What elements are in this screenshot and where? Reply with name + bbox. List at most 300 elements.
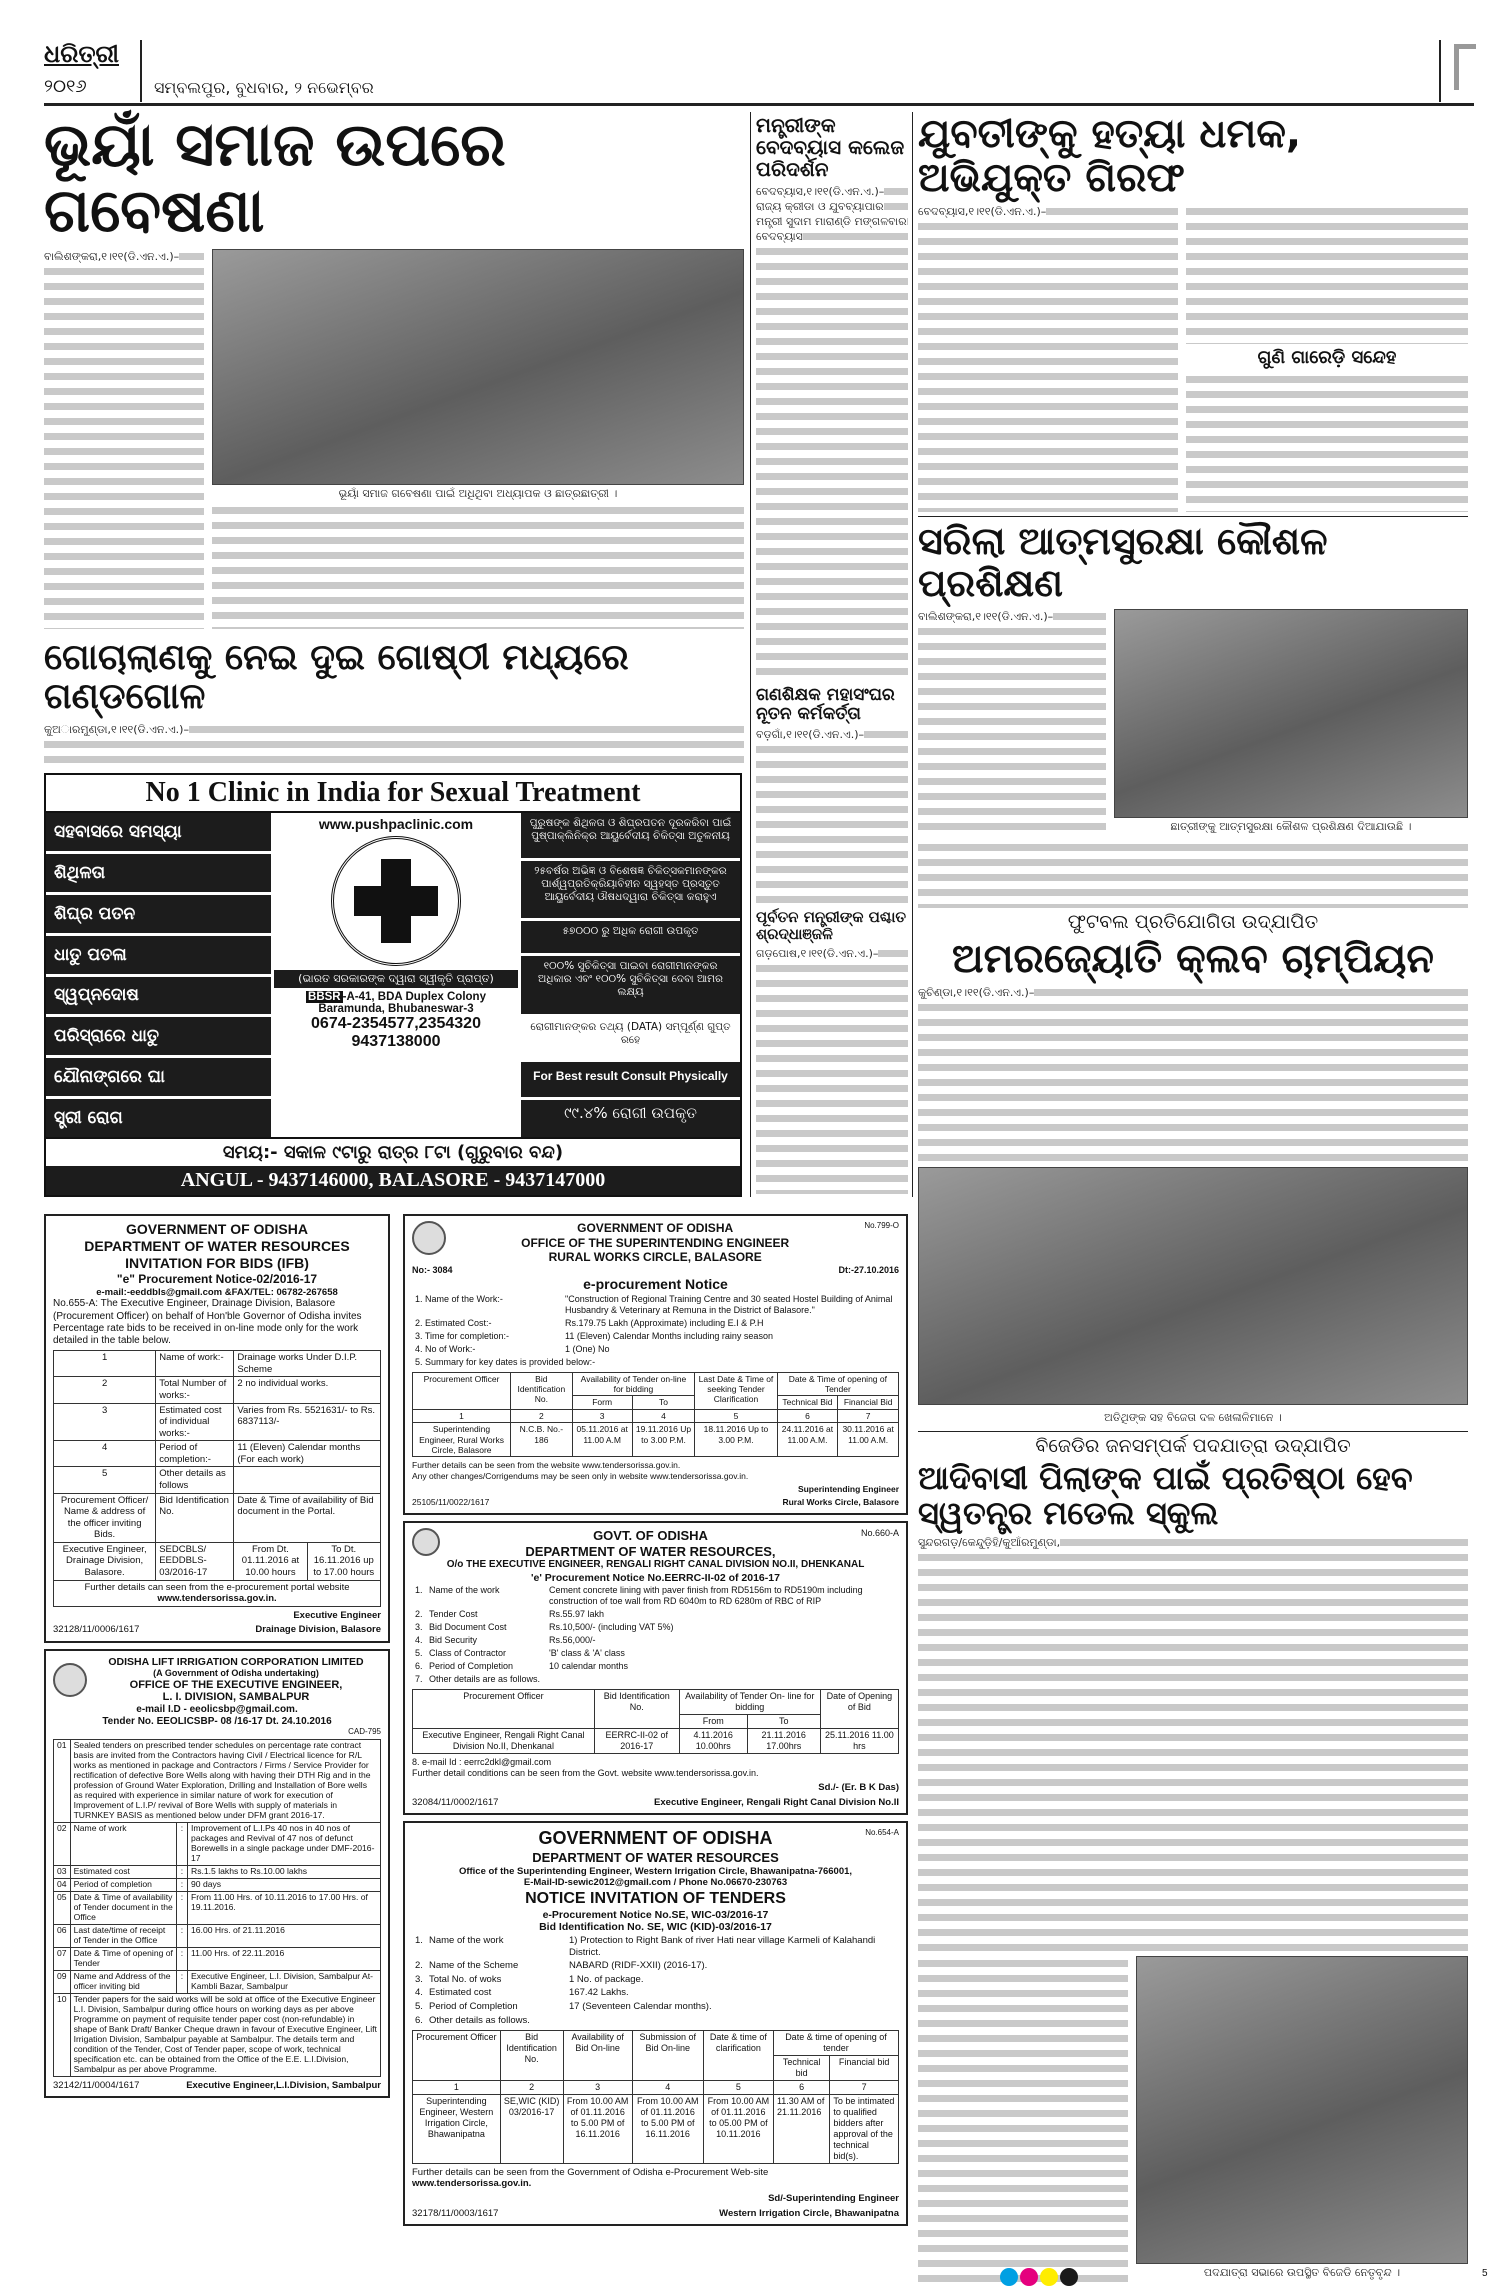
ad-code: CAD-795 <box>348 1727 381 1737</box>
story2-headline: ଗୋଚାଲାଣକୁ ନେଇ ଦୁଇ ଗୋଷ୍ଠୀ ମଧ୍ୟରେ ଗଣ୍ଡଗୋଳ <box>44 638 744 717</box>
cell: From 10.00 AM of 01.11.2016 to 5.00 PM of 16.11.2016 <box>632 2095 703 2164</box>
clinic-problem: ସ୍ତ୍ରୀ ରୋଗ <box>46 1099 271 1137</box>
story6-subhead: ଗୁଣି ଗାରେଡ଼ି ସନ୍ଦେହ <box>1186 348 1468 368</box>
ad-title: NOTICE INVITATION OF TENDERS <box>525 1890 786 1908</box>
cell: 4 <box>54 1441 156 1467</box>
ad-heading: OFFICE OF THE SUPERINTENDING ENGINEER <box>521 1235 790 1250</box>
cell: Rs.56,000/- <box>549 1635 596 1646</box>
ad-email: e-mail I.D - eeolicsbp@gmail.com. <box>136 1704 298 1716</box>
ad-notice: e-Procurement Notice No.SE, WIC-03/2016-17 <box>542 1908 769 1921</box>
cell: 01 <box>54 1740 71 1823</box>
story7-photo <box>1114 609 1468 819</box>
cell: 4 <box>632 2081 703 2095</box>
story7-body <box>918 609 1468 837</box>
rengali-items <box>412 1584 899 1686</box>
cell: Availability of Bid On-line <box>563 2031 632 2081</box>
ad-heading: GOVERNMENT OF ODISHA <box>125 1221 308 1237</box>
story9-headline: ଆଦିବାସୀ ପିଲାଙ୍କ ପାଇଁ ପ୍ରତିଷ୍ଠା ହେବ ସ୍ୱତନ୍ତ୍ର ମଡେଲ ସ୍କୁଲ <box>918 1461 1468 1531</box>
story1-dateline: ବାଲିଶଙ୍କରା,୧।୧୧(ଡି.ଏନ.ଏ.)– <box>44 250 180 263</box>
cell: 1. <box>415 1935 423 1947</box>
clinic-address-tag: BBSR <box>308 991 341 1003</box>
cell: 3 <box>54 1403 156 1441</box>
cell: Date & time of clarification <box>703 2031 773 2081</box>
cell: 24.11.2016 at 11.00 A.M. <box>777 1423 838 1457</box>
cell: 5 <box>54 1467 156 1493</box>
cell: 2. Estimated Cost:- <box>415 1317 492 1328</box>
cell: 3. <box>415 1973 423 1985</box>
ad-heading: INVITATION FOR BIDS (IFB) <box>125 1255 309 1272</box>
ad-ref: 25105/11/0022/1617 <box>412 1497 490 1508</box>
cell: Total No. of woks <box>429 1973 502 1985</box>
cell: To <box>747 1715 820 1729</box>
cell: 2 <box>54 1377 156 1403</box>
cell: 5 <box>703 2081 773 2095</box>
rengali-dates-table <box>412 1689 899 1754</box>
cell: 6 <box>773 2081 829 2095</box>
clinic-benefit: ୫୭୦୦୦ ରୁ ଅଧିକ ରୋଗୀ ଉପକୃତ <box>521 921 740 956</box>
cell: Period of completion <box>70 1879 176 1892</box>
story-divider <box>918 516 1468 517</box>
cmyk-dot-cyan <box>1000 2268 1018 2286</box>
cell: Bid Identification No. <box>156 1493 234 1542</box>
clinic-problem: ସ୍ୱପ୍ନଦୋଷ <box>46 977 271 1018</box>
ad-tender-no: Tender No. EEOLICSBP- 08 /16-17 Dt. 24.10.2016 <box>102 1715 332 1727</box>
story8-kicker: ଫୁଟବଲ ପ୍ରତିଯୋଗିତା ଉଦ୍‌ଯାପିତ <box>918 912 1468 933</box>
cell: Form <box>572 1396 632 1409</box>
odisha-emblem <box>412 1528 440 1556</box>
cell: Drainage works Under D.I.P. Scheme <box>234 1351 381 1377</box>
cell: : <box>176 1823 187 1866</box>
cell: : <box>176 1892 187 1925</box>
story6-text-right2 <box>1186 372 1468 512</box>
ad-heading: DEPARTMENT OF WATER RESOURCES <box>84 1238 350 1255</box>
story8-dateline: କୁଚିଣ୍ଡା,୧।୧୧(ଡି.ଏନ.ଏ.)– <box>918 986 1035 1000</box>
ad-further: Further details can be seen from the website www.tendersorissa.gov.in. <box>412 1460 681 1471</box>
cell: Procurement Officer <box>413 1372 511 1409</box>
clinic-logo <box>331 836 461 966</box>
cell <box>234 1467 381 1493</box>
story7-headline: ସରିଲା ଆତ୍ମସୁରକ୍ଷା କୌଶଳ ପ୍ରଶିକ୍ଷଣ <box>918 521 1468 605</box>
clinic-center <box>271 813 521 1137</box>
ad-signatory: Drainage Division, Balasore <box>255 1624 381 1636</box>
rural-works-tender-ad <box>403 1214 908 1515</box>
story8-caption: ଅତିଥିଙ୍କ ସହ ବିଜେତା ଦଳ ଖେଳାଳିମାନେ । <box>1104 1411 1282 1425</box>
clinic-problem: ଶିଘ୍ର ପତନ <box>46 895 271 936</box>
cell: 7 <box>830 2081 899 2095</box>
registration-marks <box>0 2268 1500 2287</box>
ad-signatory: Superintending Engineer <box>797 1483 899 1494</box>
cell: Varies from Rs. 5521631/- to Rs. 6837113/- <box>234 1403 381 1441</box>
cell: Estimated cost of individual works:- <box>156 1403 234 1441</box>
story3-dateline: ବେଦବ୍ୟାସ,୧।୧୧(ଡି.ଏନ.ଏ.)– ରାଜ୍ୟ କ୍ରୀଡା ଓ ଯୁବବ୍ୟାପାର ମନ୍ତ୍ରୀ ସୁଦାମ ମାରାଣ୍ଡି ମଙ୍ଗଳବାର ବେଦବ୍ୟାସ <box>756 185 907 243</box>
story6-text-right <box>1186 204 1468 344</box>
story1-photo <box>212 249 744 485</box>
ad-ref: 32142/11/0004/1617 <box>53 2079 140 2091</box>
cell: 2 <box>500 2081 563 2095</box>
cell: Date & Time of opening of Tender <box>70 1947 176 1970</box>
cell: 5. <box>415 2001 423 2013</box>
ad-website: www.tendersorissa.gov.in. <box>412 2178 532 2190</box>
newspaper-logo: ଧରିତ୍ରୀ <box>44 40 119 68</box>
story4-text <box>756 727 908 905</box>
clinic-phone: 0674-2354577,2354320 <box>311 1015 481 1032</box>
cell: 1 <box>413 2081 501 2095</box>
ad-notice: "e" Procurement Notice-02/2016-17 <box>116 1272 318 1287</box>
ad-signatory: Executive Engineer,L.I.Division, Sambalpur <box>186 2079 381 2091</box>
cell: Submission of Bid On-line <box>632 2031 703 2081</box>
masthead-rule <box>44 103 1474 106</box>
ad-heading: GOVT. OF ODISHA <box>593 1527 708 1543</box>
cell: Name of the Scheme <box>429 1960 519 1972</box>
cell: : <box>176 1924 187 1947</box>
story1-body <box>44 249 744 629</box>
cell: Bid Document Cost <box>429 1622 507 1633</box>
ad-ref: 32084/11/0002/1617 <box>412 1796 499 1808</box>
cell: 5. Summary for key dates is provided below:- <box>415 1356 596 1367</box>
story3-text <box>756 184 908 682</box>
cell: N.C.B. No.- 186 <box>511 1423 573 1457</box>
cell: : <box>176 1866 187 1879</box>
middle-news-column <box>756 114 908 1194</box>
clinic-timing: ସମୟ:- ସକାଳ ୯ଟାରୁ ରାତ୍ର ୮ଟା (ଗୁରୁବାର ବନ୍ଦ) <box>46 1137 740 1166</box>
ad-further: Further details can seen from the e-procurement portal website <box>84 1581 350 1593</box>
ad-code: No.660-A <box>860 1527 899 1538</box>
cell: Name of work:- <box>156 1351 234 1377</box>
story9-lower <box>918 1956 1468 2282</box>
cell: 4. <box>415 1987 423 1999</box>
cell: Other details as follows. <box>429 2014 530 2026</box>
cell: 03 <box>54 1866 71 1879</box>
cell: From 11.00 Hrs. of 10.11.2016 to 17.00 Hrs. of 19.11.2016. <box>188 1892 381 1925</box>
ad-heading: L. I. DIVISION, SAMBALPUR <box>162 1691 310 1704</box>
rw-items <box>412 1293 899 1369</box>
wic-items <box>412 1934 899 2027</box>
ad-heading: DEPARTMENT OF WATER RESOURCES <box>532 1850 779 1866</box>
cell: Date & time of opening of tender <box>773 2031 898 2056</box>
story6-headline: ଯୁବତୀଙ୍କୁ ହତ୍ୟା ଧମକ, ଅଭିଯୁକ୍ତ ଗିରଫ <box>918 112 1468 200</box>
cell: From 10.00 AM of 01.11.2016 to 5.00 PM of 16.11.2016 <box>563 2095 632 2164</box>
story8-headline: ଅମରଜ୍ୟୋତି କ୍ଲବ ଚାମ୍ପିୟନ <box>918 937 1468 981</box>
clinic-branches: ANGUL - 9437146000, BALASORE - 9437147000 <box>46 1166 740 1195</box>
ad-further: Further details can be seen from the Government of Odisha e-Procurement Web-site <box>412 2166 769 2178</box>
cell: Period of Completion <box>429 2001 518 2013</box>
cell: Name of the work <box>429 1935 504 1947</box>
cell: 30.11.2016 at 11.00 A.M. <box>838 1423 899 1457</box>
western-irrigation-tender-ad <box>403 1821 908 2226</box>
ad-heading: GOVERNMENT OF ODISHA <box>538 1828 773 1849</box>
cell: 6. <box>415 1661 423 1672</box>
li-table <box>53 1739 381 2076</box>
clinic-ad <box>44 773 742 1197</box>
edition-year: ୨୦୧୬ <box>44 76 87 97</box>
cell: 4. <box>415 1635 423 1646</box>
clinic-ad-title: No 1 Clinic in India for Sexual Treatment <box>46 775 740 813</box>
cell: SE,WIC (KID) 03/2016-17 <box>500 2095 563 2164</box>
clinic-benefit: ରୋଗୀମାନଙ୍କର ତଥ୍ୟ (DATA) ସମ୍ପୂର୍ଣ୍ଣ ଗୁପ୍ତ ରହେ <box>521 1017 740 1065</box>
ad-date: Dt:-27.10.2016 <box>838 1264 899 1275</box>
cmyk-dot-magenta <box>1020 2268 1038 2286</box>
story8-photo <box>918 1167 1468 1405</box>
story6-body <box>918 204 1468 512</box>
cell: Total Number of works:- <box>156 1377 234 1403</box>
clinic-problem: ଶିଥିଳତା <box>46 854 271 895</box>
cell: 06 <box>54 1924 71 1947</box>
masthead-divider <box>140 40 142 102</box>
cell: From Dt. 01.11.2016 at 10.00 hours <box>234 1542 307 1580</box>
cell: From 10.00 AM of 01.11.2016 to 05.00 PM of 10.11.2016 <box>703 2095 773 2164</box>
cell: Cement concrete lining with paver finish from RD5156m to RD5190m including construction of toe wall from RD 6040m to RD 6280m of RBC of RIP <box>549 1585 863 1607</box>
cell: 25.11.2016 11.00 hrs <box>820 1729 898 1754</box>
clinic-problem: ପରିସ୍ରାରେ ଧାତୁ <box>46 1017 271 1058</box>
ad-code: No.799-O <box>864 1221 899 1230</box>
story9-text <box>918 1535 1468 1951</box>
ad-ref: 32128/11/0006/1617 <box>53 1624 140 1636</box>
ifb-tender-ad <box>44 1214 390 1643</box>
cell: Executive Engineer, L.I. Division, Sambalpur At-Kambli Bazar, Sambalpur <box>188 1970 381 1993</box>
cell: Rs.55.97 lakh <box>549 1609 605 1620</box>
cell: From <box>679 1715 747 1729</box>
clinic-benefit: ୯୯.୪% ରୋଗୀ ଉପକୃତ <box>564 1104 697 1123</box>
cell: 04 <box>54 1879 71 1892</box>
ad-heading: RURAL WORKS CIRCLE, BALASORE <box>548 1250 762 1265</box>
cell: Superintending Engineer, Rural Works Circle, Balasore <box>413 1423 511 1457</box>
cell: 4.11.2016 10.00hrs <box>679 1729 747 1754</box>
ad-contact: E-Mail-ID-sewic2012@gmail.com / Phone No.06670-230763 <box>523 1877 788 1889</box>
cell: Availability of Tender On- line for bidding <box>679 1690 820 1715</box>
cell: : <box>176 1970 187 1993</box>
ad-contact: e-mail:-eeddbls@gmail.com &FAX/TEL: 06782-267658 <box>96 1286 338 1298</box>
cell: Procurement Officer/ Name & address of the officer inviting Bids. <box>54 1493 156 1542</box>
ad-ref: 32178/11/0003/1617 <box>412 2207 499 2219</box>
cell: Technical bid <box>773 2056 829 2081</box>
cell: 1 <box>54 1351 156 1377</box>
page-corner-mark <box>1454 44 1476 90</box>
cell: 4 <box>632 1409 695 1422</box>
cell: Date & Time of availability of Bid document in the Portal. <box>234 1493 381 1542</box>
cell: 1 No. of package. <box>569 1973 644 1985</box>
lift-irrigation-tender-ad <box>44 1649 390 2098</box>
cell: To <box>632 1396 695 1409</box>
cell: Date of Opening of Bid <box>820 1690 898 1729</box>
cell: Date & Time of availability of Tender document in the Office <box>70 1892 176 1925</box>
ad-signatory: Western Irrigation Circle, Bhawanipatna <box>719 2207 899 2219</box>
ad-bid-id: Bid Identification No. SE, WIC (KID)-03/2016-17 <box>539 1921 772 1934</box>
cell: 11 (Eleven) Calendar months (For each work) <box>234 1441 381 1467</box>
cell: 7. <box>415 1674 423 1685</box>
cell: Technical Bid <box>777 1396 838 1409</box>
cell: Executive Engineer, Rengali Right Canal Division No.II, Dhenkanal <box>413 1729 595 1754</box>
cell: 2 no individual works. <box>234 1377 381 1403</box>
story1-text-left <box>44 249 204 629</box>
story1-headline: ଭୂୟାଁ ସମାଜ ଉପରେ ଗବେଷଣା <box>44 112 744 244</box>
left-news-column <box>44 112 744 767</box>
ifb-table <box>53 1350 381 1607</box>
cell: 5 <box>695 1409 777 1422</box>
story2-text <box>44 722 744 767</box>
cell: Name and Address of the officer inviting bid <box>70 1970 176 1993</box>
story4-headline: ଗଣଶିକ୍ଷକ ମହାସଂଘର ନୂତନ କର୍ମକର୍ତ୍ତା <box>756 686 908 723</box>
cell: Name of work <box>70 1823 176 1866</box>
cell: Bid Security <box>429 1635 478 1646</box>
cell: 4. No of Work:- <box>415 1343 476 1354</box>
dateline: ସମ୍ବଲପୁର, ବୁଧବାର, ୨ ନଭେମ୍ବର <box>154 78 374 97</box>
cell: Improvement of L.I.Ps 40 nos in 40 nos of packages and Revival of 47 nos of defunct Borewells in a single package under DMF-2016-17 <box>188 1823 381 1866</box>
cell: Rs.1.5 lakhs to Rs.10.00 lakhs <box>188 1866 381 1879</box>
cell: 7 <box>838 1409 899 1422</box>
cell: Rs.179.75 Lakh (Approximate) including E.I & P.H <box>565 1317 764 1328</box>
cell: Bid Identification No. <box>511 1372 573 1409</box>
ad-signatory: Rural Works Circle, Balasore <box>782 1497 899 1508</box>
cell: NABARD (RIDF-XXII) (2016-17). <box>569 1960 708 1972</box>
clinic-mobile: 9437138000 <box>351 1033 441 1050</box>
right-news-column <box>918 112 1468 1432</box>
cell: Last Date & Time of seeking Tender Clarification <box>695 1372 777 1409</box>
masthead-divider-right <box>1439 40 1441 102</box>
story6-dateline: ବେଦବ୍ୟାସ,୧।୧୧(ଡି.ଏନ.ଏ.)– <box>918 205 1047 218</box>
story5-dateline: ଗଡ଼ପୋଷ,୧।୧୧(ଡି.ଏନ.ଏ.)– <box>756 947 879 961</box>
cell: Sealed tenders on prescribed tender schedules on percentage rate contract basis are invited from the Contractors having Civil / Electrical licence for R/L works as mentioned in package and Contractors / Firms / Service Provider for rectification of defective Bore Wells along with having their DTH Rig and in the profession of Ground Water Exploration, Drilling and Installation of Bore wells as required with experience in similar nature of work for execution of Improvement of L.I.P/ revival of Bore Wells with supply of materials in TURNKEY BASIS as mentioned below under DFM grant 2016-17. <box>70 1740 380 1823</box>
cell: 02 <box>54 1823 71 1866</box>
cell: 1) Protection to Right Bank of river Hati near village Karmeli of Kalahandi District. <box>569 1935 876 1958</box>
story2-dateline: କୁଅାରମୁଣ୍ଡା,୧।୧୧(ଡି.ଏନ.ଏ.)– <box>44 723 189 736</box>
ad-heading: ODISHA LIFT IRRIGATION CORPORATION LIMITED <box>108 1655 364 1668</box>
masthead <box>44 40 1474 102</box>
cell: : <box>176 1879 187 1892</box>
clinic-problem: ଧାତୁ ପତଳା <box>46 936 271 977</box>
middle-ads-column <box>403 1214 908 2226</box>
story7-dateline: ବାଲିଶଙ୍କରା,୧।୧୧(ଡି.ଏନ.ଏ.)– <box>918 609 1054 623</box>
rengali-tender-ad <box>403 1521 908 1815</box>
story1-photo-column <box>212 249 744 629</box>
column-rule <box>750 112 751 1197</box>
ad-website: www.tendersorissa.gov.in. <box>157 1593 277 1605</box>
cell: 16.00 Hrs. of 21.11.2016 <box>188 1924 381 1947</box>
cell: 11.00 Hrs. of 22.11.2016 <box>188 1947 381 1970</box>
cell: : <box>176 1947 187 1970</box>
cell: "Construction of Regional Training Centre and 30 seated Hostel Building of Animal Husbandry & Veterinary at Remuna in the District of Balasore." <box>565 1293 893 1315</box>
ad-further: Further detail conditions can be seen from the Govt. website www.tendersorissa.gov.in. <box>412 1767 759 1778</box>
ad-signatory: Sd./- (Er. B K Das) <box>818 1781 899 1793</box>
story9-text-left <box>918 1956 1128 2282</box>
clinic-problem: ସହବାସରେ ସମସ୍ୟା <box>46 813 271 854</box>
cell: Financial bid <box>830 2056 899 2081</box>
story8-text <box>918 985 1468 1163</box>
cell: Period of completion:- <box>156 1441 234 1467</box>
cmyk-dot-black <box>1060 2268 1078 2286</box>
cell: Tender papers for the said works will be sold at office of the Executive Engineer L.I. Division, Sambalpur during office hours on working days as per above Programme on payment of requisite tender paper cost (non-refundable) in shape of Bank Draft/ Banker Cheque drawn in favour of Executive Engineer, Lift Irrigation Division, Sambalpur payable at Sambalpur. The details term and condition of the Tender, Cost of Tender paper, scope of work, technical specification etc. can be obtained from the Office of the E.E. L.I.Division, Sambalpur as per above Programme. <box>70 1993 380 2076</box>
ad-further: Any other changes/Corrigendums may be seen only in website www.tendersorissa.gov.in. <box>412 1470 749 1481</box>
page-number: 5 <box>1482 2268 1488 2279</box>
ad-signatory: Executive Engineer, Rengali Right Canal Division No.II <box>654 1796 899 1808</box>
cell: 05.11.2016 at 11.00 A.M <box>572 1423 632 1457</box>
right-lower-news-column <box>918 1436 1468 2282</box>
cell: 3. <box>415 1622 423 1633</box>
cell: To Dt. 16.11.2016 up to 17.00 hours <box>307 1542 380 1580</box>
cell: 05 <box>54 1892 71 1925</box>
cell: 1. Name of the Work:- <box>415 1293 503 1304</box>
wic-dates-table <box>412 2030 899 2164</box>
cell: Executive Engineer, Drainage Division, Balasore. <box>54 1542 156 1580</box>
cell: Estimated cost <box>70 1866 176 1879</box>
story9-photo <box>1136 1956 1468 2264</box>
cell <box>54 1580 381 1606</box>
cell: 2 <box>511 1409 573 1422</box>
cell: 11.30 AM of 21.11.2016 <box>773 2095 829 2164</box>
cross-icon-bar <box>354 886 438 916</box>
cell: 10 <box>54 1993 71 2076</box>
cmyk-dot-yellow <box>1040 2268 1058 2286</box>
ad-email: 8. e-mail Id : eerrc2dkl@gmail.com <box>412 1756 552 1767</box>
cell: 18.11.2016 Up to 3.00 P.M. <box>695 1423 777 1457</box>
cell: Rs.10,500/- (including VAT 5%) <box>549 1622 674 1633</box>
cell: 2. <box>415 1609 423 1620</box>
story5-headline: ପୂର୍ବତନ ମନ୍ତ୍ରୀଙ୍କ ପଶ୍ଚାତ ଶ୍ରଦ୍ଧାଞ୍ଜଳି <box>756 908 907 943</box>
ad-heading: GOVERNMENT OF ODISHA <box>577 1221 734 1235</box>
cell: 3 <box>563 2081 632 2095</box>
story7-text <box>918 609 1106 837</box>
cell: 21.11.2016 17.00hrs <box>747 1729 820 1754</box>
clinic-benefit: ପୁରୁଷଙ୍କ ଶିଥିଳତା ଓ ଶିଘ୍ରପତନ ଦୂରକରିବା ପାଇଁ ପୁଷ୍ପାକ୍ଲିନିକ୍‌ର ଆୟୁର୍ବେଦୀୟ ଚିକିତ୍ସା ଅତୁଳନୀୟ <box>521 813 740 861</box>
cell: 2. <box>415 1960 423 1972</box>
cell: Superintending Engineer, Western Irrigation Circle, Bhawanipatna <box>413 2095 501 2164</box>
ad-heading: O/o THE EXECUTIVE ENGINEER, RENGALI RIGHT CANAL DIVISION NO.II, DHENKANAL <box>446 1559 865 1571</box>
ad-title: e-procurement Notice <box>583 1275 728 1292</box>
olic-emblem <box>53 1663 87 1697</box>
ad-signatory: Executive Engineer <box>293 1609 381 1621</box>
story9-dateline: ସୁନ୍ଦରଗଡ଼/କେନ୍ଦୁଡ଼ିହି/କୁଆଁରମୁଣ୍ଡା, <box>918 1536 1061 1550</box>
clinic-benefit: ୧୦୦% ସୁଚିକିତ୍ସା ପାଇବା ରୋଗୀମାନଙ୍କର ଅଧିକାର ଏବଂ ୧୦୦% ସୁଚିକିତ୍ସା ଦେବା ଆମର ଲକ୍ଷ୍ୟ <box>521 956 740 1017</box>
ad-office: Office of the Superintending Engineer, Western Irrigation Circle, Bhawanipatna-766001, <box>458 1865 853 1877</box>
story1-caption: ଭୂୟାଁ ସମାଜ ଗବେଷଣା ପାଇଁ ଅଧିଥିବା ଅଧ୍ୟାପକ ଓ ଛାତ୍ରଛାତ୍ରୀ । <box>338 486 618 500</box>
cell: 90 days <box>188 1879 381 1892</box>
story9-caption: ପଦଯାତ୍ରା ସଭାରେ ଉପସ୍ଥିତ ବିଜେଡି ନେତୃବୃନ୍ଦ । <box>1203 2266 1401 2280</box>
cell: 1 (One) No <box>565 1343 610 1354</box>
cell: 'B' class & 'A' class <box>549 1648 625 1659</box>
cell: 09 <box>54 1970 71 1993</box>
cell: 5. <box>415 1648 423 1659</box>
story9-kicker: ବିଜେଡିର ଜନସମ୍ପର୍କ ପଦଯାତ୍ରା ଉଦ୍‌ଯାପିତ <box>918 1436 1468 1457</box>
cell: Estimated cost <box>429 1987 492 1999</box>
story7-text-bottom <box>918 840 1468 908</box>
cell: 3 <box>572 1409 632 1422</box>
cell: Bid Identification No. <box>594 1690 679 1729</box>
cell: 07 <box>54 1947 71 1970</box>
clinic-benefit: For Best result Consult Physically <box>521 1065 740 1101</box>
cell: Last date/time of receipt of Tender in the Office <box>70 1924 176 1947</box>
clinic-address: -A-41, BDA Duplex Colony <box>342 991 486 1003</box>
clinic-govt-recognised: (ଭାରତ ସରକାରଙ୍କ ଦ୍ୱାରା ସ୍ୱୀକୃତି ପ୍ରାପ୍ତ) <box>274 970 518 988</box>
ad-number: No:- 3084 <box>412 1264 453 1275</box>
ad-notice: 'e' Procurement Notice No.EERRC-II-02 of 2016-17 <box>531 1571 780 1584</box>
cell: Period of Completion <box>429 1661 514 1672</box>
cell: Financial Bid <box>838 1396 899 1409</box>
cell: 1. <box>415 1585 423 1596</box>
cell: Class of Contractor <box>429 1648 507 1659</box>
rw-dates-table <box>412 1372 899 1458</box>
left-ads-column <box>44 1214 390 2098</box>
cell: EERRC-II-02 of 2016-17 <box>594 1729 679 1754</box>
ad-signatory: Sd/-Superintending Engineer <box>768 2193 899 2205</box>
cell: 3. Time for completion:- <box>415 1330 510 1341</box>
cell: 10 calendar months <box>549 1661 629 1672</box>
cell: Other details as follows <box>156 1467 234 1493</box>
cell: Availability of Tender on-line for bidding <box>572 1372 695 1396</box>
cell: Date & Time of opening of Tender <box>777 1372 898 1396</box>
cell: 19.11.2016 Up to 3.00 P.M. <box>632 1423 695 1457</box>
cell: 167.42 Lakhs. <box>569 1987 629 1999</box>
ad-heading: DEPARTMENT OF WATER RESOURCES, <box>525 1543 776 1559</box>
clinic-website: www.pushpaclinic.com <box>318 816 474 832</box>
